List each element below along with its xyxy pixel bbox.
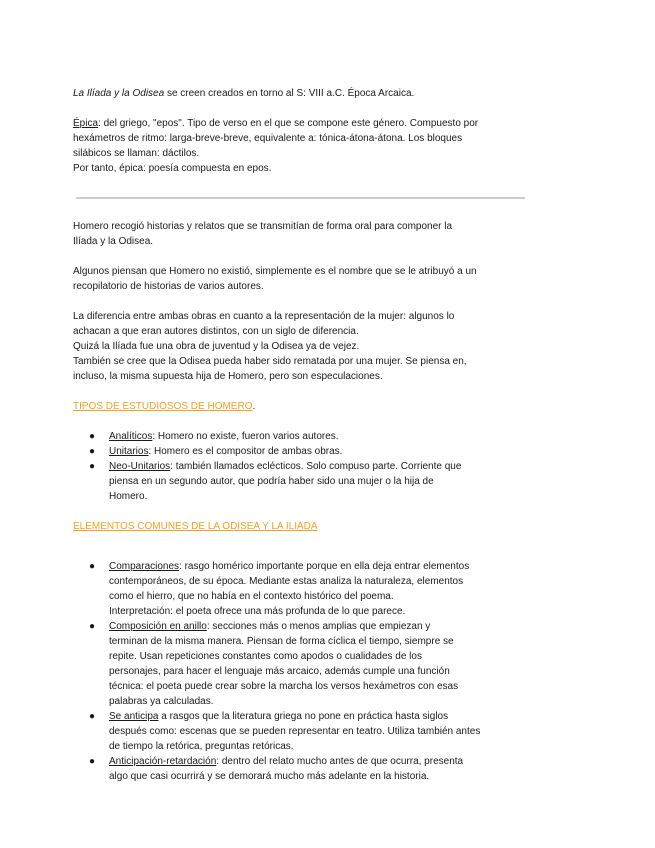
item-text: piensa en un segundo autor, que podría haber sido una mujer o la hija de — [109, 476, 434, 487]
bullet-icon: ● — [89, 561, 96, 572]
homero-paragraph-2 — [73, 264, 528, 294]
item-text: técnica: el poeta puede crear sobre la marcha los versos hexámetros con esas — [109, 681, 459, 692]
item-text: Interpretación: el poeta ofrece una más profunda de lo que parece. — [109, 606, 406, 617]
item-term: Comparaciones — [109, 561, 180, 572]
elementos-list — [73, 559, 528, 784]
item-text: a rasgos que la literatura griega no pone en práctica hasta siglos — [158, 711, 449, 722]
item-term: Anticipación-retardación — [109, 756, 217, 767]
item-text: personajes, para hacer el lenguaje más arcaico, además cumple una función — [109, 666, 450, 677]
intro-title: La Ilíada y la Odisea — [73, 88, 165, 99]
item-text: : también llamados eclécticos. Solo compuso parte. Corriente que — [170, 461, 462, 472]
section-heading-elementos — [73, 519, 528, 534]
item-text: Homero. — [109, 491, 148, 502]
heading-tipos-text: TIPOS DE ESTUDIOSOS DE HOMERO — [73, 401, 253, 412]
epica-paragraph — [73, 116, 528, 176]
bullet-icon: ● — [89, 756, 96, 767]
section-heading-tipos — [73, 399, 528, 414]
item-text: : rasgo homérico importante porque en ella deja entrar elementos — [179, 561, 470, 572]
heading-tipos-dot: . — [252, 401, 256, 412]
epica-line-3: silábicos se llaman: dáctilos. — [73, 148, 200, 159]
item-term: Unitarios — [109, 446, 149, 457]
homero-paragraph-3 — [73, 309, 528, 384]
homero-p3-line-2: achacan a que eran autores distintos, con un siglo de diferencia. — [73, 326, 359, 337]
homero-paragraph-1 — [73, 219, 528, 249]
item-text: de tiempo la retórica, preguntas retóricas. — [109, 741, 294, 752]
document-content — [73, 86, 528, 784]
item-term: Composición en anillo — [109, 621, 207, 632]
bullet-icon: ● — [89, 461, 96, 472]
bullet-icon: ● — [89, 621, 96, 632]
item-text: como el hierro, que no había en el contexto histórico del poema. — [109, 591, 394, 602]
homero-p3-line-3: Quizá la Ilíada fue una obra de juventud y la Odisea ya de vejez. — [73, 341, 360, 352]
item-text: : Homero no existe, fueron varios autores. — [152, 431, 339, 442]
item-text: después como: escenas que se pueden representar en teatro. Utiliza también antes — [109, 726, 481, 737]
item-text: repite. Usan repeticiones constantes como apodos o cualidades de los — [109, 651, 422, 662]
heading-elementos-text: ELEMENTOS COMUNES DE LA ODISEA Y LA ILIADA — [73, 521, 318, 532]
item-text: : dentro del relato mucho antes de que ocurra, presenta — [216, 756, 464, 767]
intro-text: se creen creados en torno al S: VIII a.C. Época Arcaica. — [164, 88, 415, 99]
epica-line-2: hexámetros de ritmo: larga-breve-breve, equivalente a: tónica-átona-átona. Los bloques — [73, 133, 463, 144]
list-item — [73, 754, 528, 784]
list-item — [73, 429, 528, 444]
item-text: : secciones más o menos amplias que empiezan y — [206, 621, 431, 632]
homero-p3-line-5: incluso, la misma supuesta hija de Homero, pero son especulaciones. — [73, 371, 383, 382]
bullet-icon: ● — [89, 711, 96, 722]
list-item — [73, 709, 528, 754]
item-text: palabras ya calculadas. — [109, 696, 214, 707]
homero-p2-line-1: Algunos piensan que Homero no existió, simplemente es el nombre que se le atribuyó a un — [73, 266, 477, 277]
homero-p1-line-1: Homero recogió historias y relatos que se transmitían de forma oral para componer la — [73, 221, 453, 232]
homero-p2-line-2: recopilatorio de historias de varios autores. — [73, 281, 264, 292]
item-text: terminan de la misma manera. Piensan de forma cíclica el tiempo, siempre se — [109, 636, 454, 647]
epica-term: Épica — [73, 118, 99, 129]
epica-line-4: Por tanto, épica: poesía compuesta en epos. — [73, 163, 272, 174]
item-text: algo que casi ocurrirá y se demorará mucho más adelante en la historia. — [109, 771, 430, 782]
homero-p1-line-2: Ilíada y la Odisea. — [73, 236, 154, 247]
list-item — [73, 619, 528, 709]
epica-line-1: : del griego, "epos". Tipo de verso en el que se compone este género. Compuesto por — [98, 118, 479, 129]
item-term: Se anticipa — [109, 711, 159, 722]
horizontal-divider — [76, 197, 525, 199]
list-item — [73, 459, 528, 504]
homero-p3-line-1: La diferencia entre ambas obras en cuanto a la representación de la mujer: algunos lo — [73, 311, 455, 322]
intro-paragraph — [73, 86, 528, 101]
list-item — [73, 444, 528, 459]
bullet-icon: ● — [89, 446, 96, 457]
item-text: contemporáneos, de su época. Mediante estas analiza la naturaleza, elementos — [109, 576, 464, 587]
item-term: Neo-Unitarios — [109, 461, 171, 472]
item-term: Analíticos — [109, 431, 153, 442]
homero-p3-line-4: También se cree que la Odisea pueda haber sido rematada por una mujer. Se piensa en, — [73, 356, 467, 367]
tipos-list — [73, 429, 528, 504]
bullet-icon: ● — [89, 431, 96, 442]
item-text: : Homero es el compositor de ambas obras. — [148, 446, 343, 457]
list-item — [73, 559, 528, 619]
